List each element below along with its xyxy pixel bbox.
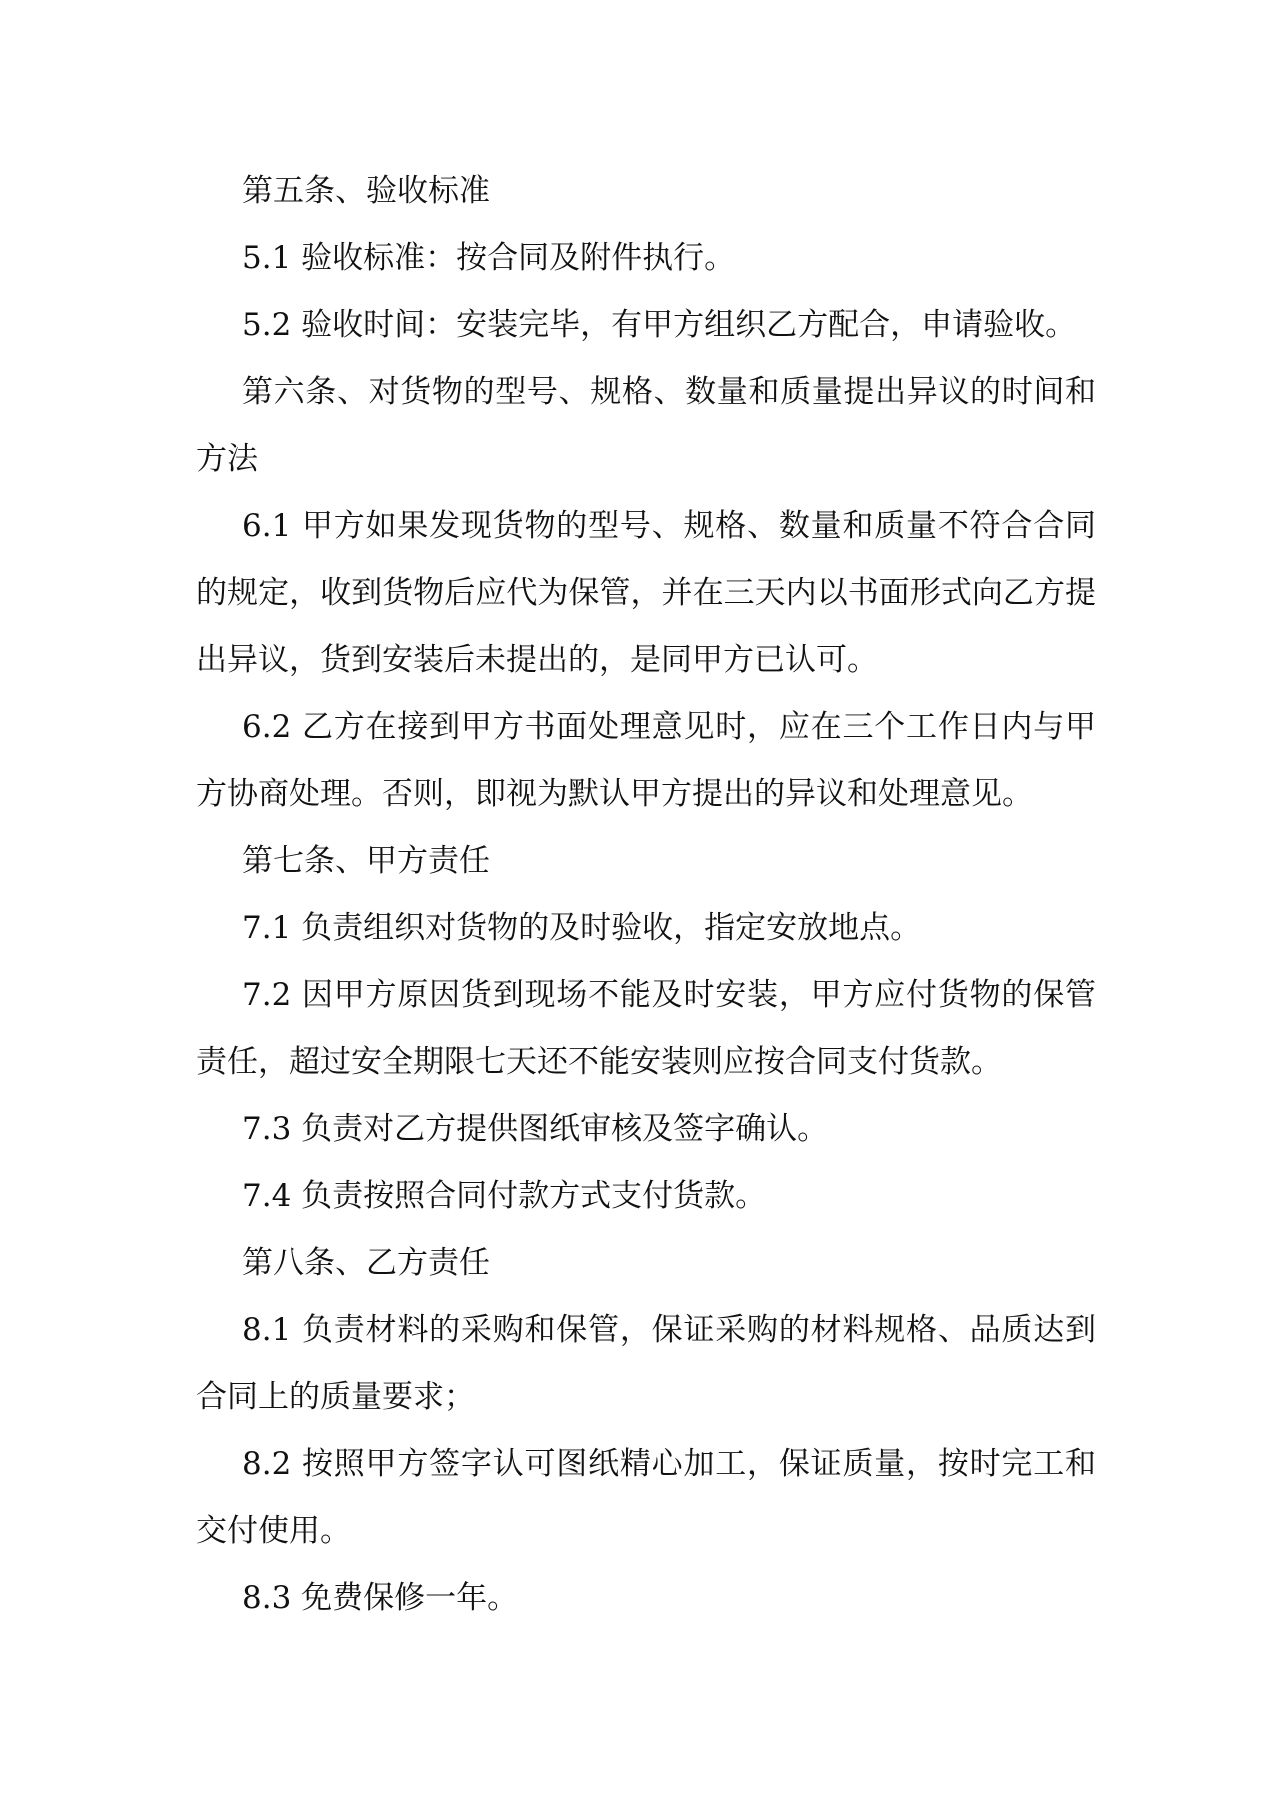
- clause-6-2: 6.2 乙方在接到甲方书面处理意见时，应在三个工作日内与甲方协商处理。否则，即视为默认甲方提出的异议和处理意见。: [196, 709, 1096, 812]
- clause-7-2: 7.2 因甲方原因货到现场不能及时安装，甲方应付货物的保管责任，超过安全期限七天还不能安装则应按合同支付货款。: [196, 977, 1096, 1080]
- clause-8-3: 8.3 免费保修一年。: [242, 1580, 519, 1616]
- clause-8-2: 8.2 按照甲方签字认可图纸精心加工，保证质量，按时完工和交付使用。: [196, 1446, 1096, 1549]
- clause-5-1: 5.1 验收标准：按合同及附件执行。: [242, 240, 736, 276]
- clause-5-2: 5.2 验收时间：安装完毕，有甲方组织乙方配合，申请验收。: [242, 307, 1077, 343]
- article-6-heading: 第六条、对货物的型号、规格、数量和质量提出异议的时间和方法: [196, 374, 1096, 477]
- clause-7-1: 7.1 负责组织对货物的及时验收，指定安放地点。: [242, 910, 922, 946]
- clause-7-3: 7.3 负责对乙方提供图纸审核及签字确认。: [242, 1111, 829, 1147]
- article-8-heading: 第八条、乙方责任: [242, 1245, 490, 1281]
- document-page: [196, 158, 1096, 1632]
- article-5-heading: 第五条、验收标准: [242, 173, 490, 209]
- article-7-heading: 第七条、甲方责任: [242, 843, 490, 879]
- clause-6-1: 6.1 甲方如果发现货物的型号、规格、数量和质量不符合合同的规定，收到货物后应代为保管，并在三天内以书面形式向乙方提出异议，货到安装后未提出的，是同甲方已认可。: [196, 508, 1096, 678]
- clause-8-1: 8.1 负责材料的采购和保管，保证采购的材料规格、品质达到合同上的质量要求；: [196, 1312, 1096, 1415]
- clause-7-4: 7.4 负责按照合同付款方式支付货款。: [242, 1178, 767, 1214]
